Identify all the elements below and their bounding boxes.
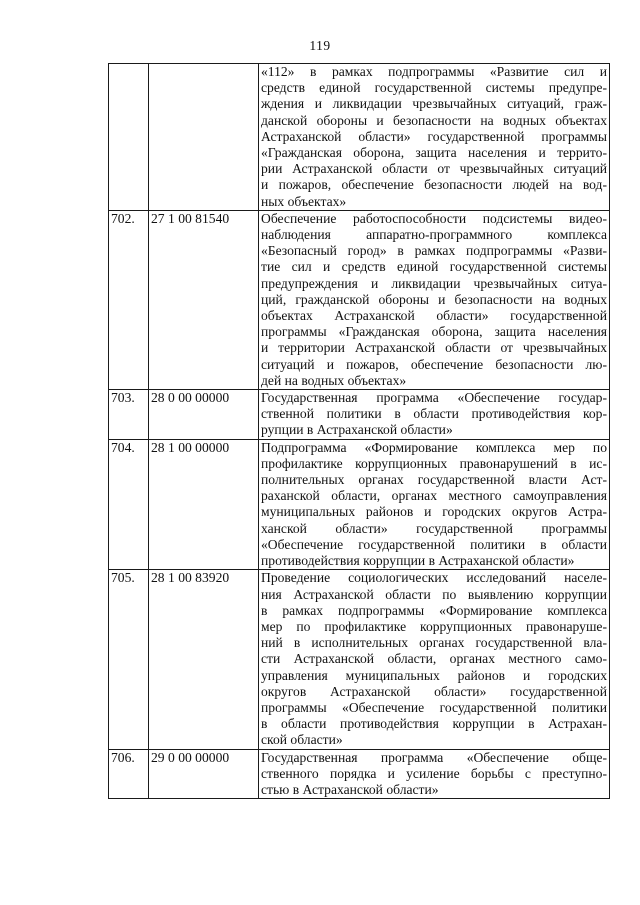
description-line: объектах Астраханской области» государственной [261,308,607,324]
description-line: сти Астраханской области, органах местного само- [261,651,607,667]
table-row [109,210,610,389]
description-line: в рамках подпрограммы «Формирование комплекса [261,602,607,618]
description-line: ций, гражданской обороны и безопасности на водных [261,291,607,307]
description-line: ственного порядка и усиление борьбы с преступно- [261,765,607,781]
description-line: ханской области» государственной программы [261,520,607,536]
description-line: противодействия коррупции в Астраханской области» [261,553,575,569]
table-row [109,64,610,211]
table-row [109,439,610,570]
description-line: рупции в Астраханской области» [261,422,453,438]
description-line: ных объектах» [261,193,347,209]
budget-table [108,63,610,799]
row-number [109,64,149,211]
description-line: «Гражданская оборона, защита населения и террито- [261,145,607,161]
table-body [109,64,610,799]
description-line: полнительных органах государственной власти Аст- [261,472,607,488]
row-description [259,749,610,799]
description-line: и территории Астраханской области от чрезвычайных [261,340,607,356]
table-row [109,390,610,440]
row-number: 704. [109,439,149,570]
row-number: 703. [109,390,149,440]
description-line: наблюдения аппаратно-программного комплекса [261,227,607,243]
row-code: 28 0 00 00000 [149,390,259,440]
description-line: Обеспечение работоспособности подсистемы видео- [261,210,607,226]
description-line: «112» в рамках подпрограммы «Развитие сил и [261,64,607,79]
row-code: 27 1 00 81540 [149,210,259,389]
row-code: 28 1 00 00000 [149,439,259,570]
row-description [259,210,610,389]
description-line: рии Астраханской области от чрезвычайных ситуаций [261,161,607,177]
row-description [259,439,610,570]
row-code [149,64,259,211]
description-line: стью в Астраханской области» [261,781,439,797]
description-line: ния Астраханской области по выявлению коррупции [261,586,607,602]
row-description [259,390,610,440]
description-line: ний в исполнительных органах государственной вла- [261,635,607,651]
row-description [259,570,610,749]
description-line: ждения и ликвидации чрезвычайных ситуаций, граж- [261,96,607,112]
description-line: дей на водных объектах» [261,372,407,388]
table-row [109,749,610,799]
row-description [259,64,610,211]
description-line: предупреждения и ликвидации чрезвычайных ситуа- [261,275,607,291]
description-line: Астраханской области» государственной программы [261,128,607,144]
description-line: муниципальных районов и городских округов Астра- [261,504,607,520]
description-line: «Безопасный город» в рамках подпрограммы «Разви- [261,243,607,259]
row-code: 28 1 00 83920 [149,570,259,749]
description-line: «Обеспечение государственной политики в области [261,536,607,552]
description-line: средств единой государственной системы предупре- [261,80,607,96]
row-number: 705. [109,570,149,749]
description-line: управления муниципальных районов и городских [261,667,607,683]
description-line: данской обороны и безопасности на водных объектах [261,112,607,128]
description-line: ской области» [261,732,343,748]
page-number: 119 [309,38,331,53]
description-line: мер по профилактике коррупционных правонаруше- [261,618,607,634]
description-line: тие сил и средств единой государственной системы [261,259,607,275]
description-line: округов Астраханской области» государственной [261,683,607,699]
description-line: ситуаций и пожаров, обеспечение безопасности лю- [261,356,607,372]
description-line: Проведение социологических исследований населе- [261,570,607,586]
row-number: 702. [109,210,149,389]
description-line: Подпрограмма «Формирование комплекса мер по [261,439,607,455]
row-number: 706. [109,749,149,799]
description-line: программы «Гражданская оборона, защита населения [261,324,607,340]
row-code: 29 0 00 00000 [149,749,259,799]
description-line: профилактике коррупционных правонарушений в ис- [261,455,607,471]
description-line: и пожаров, обеспечение безопасности людей на вод- [261,177,607,193]
description-line: Государственная программа «Обеспечение государ- [261,390,607,406]
description-line: ственной политики в области противодействия кор- [261,406,607,422]
description-line: программы «Обеспечение государственной политики [261,699,607,715]
description-line: Государственная программа «Обеспечение обще- [261,749,607,765]
description-line: раханской области, органах местного самоуправления [261,488,607,504]
table-row [109,570,610,749]
description-line: в области противодействия коррупции в Астрахан- [261,716,607,732]
